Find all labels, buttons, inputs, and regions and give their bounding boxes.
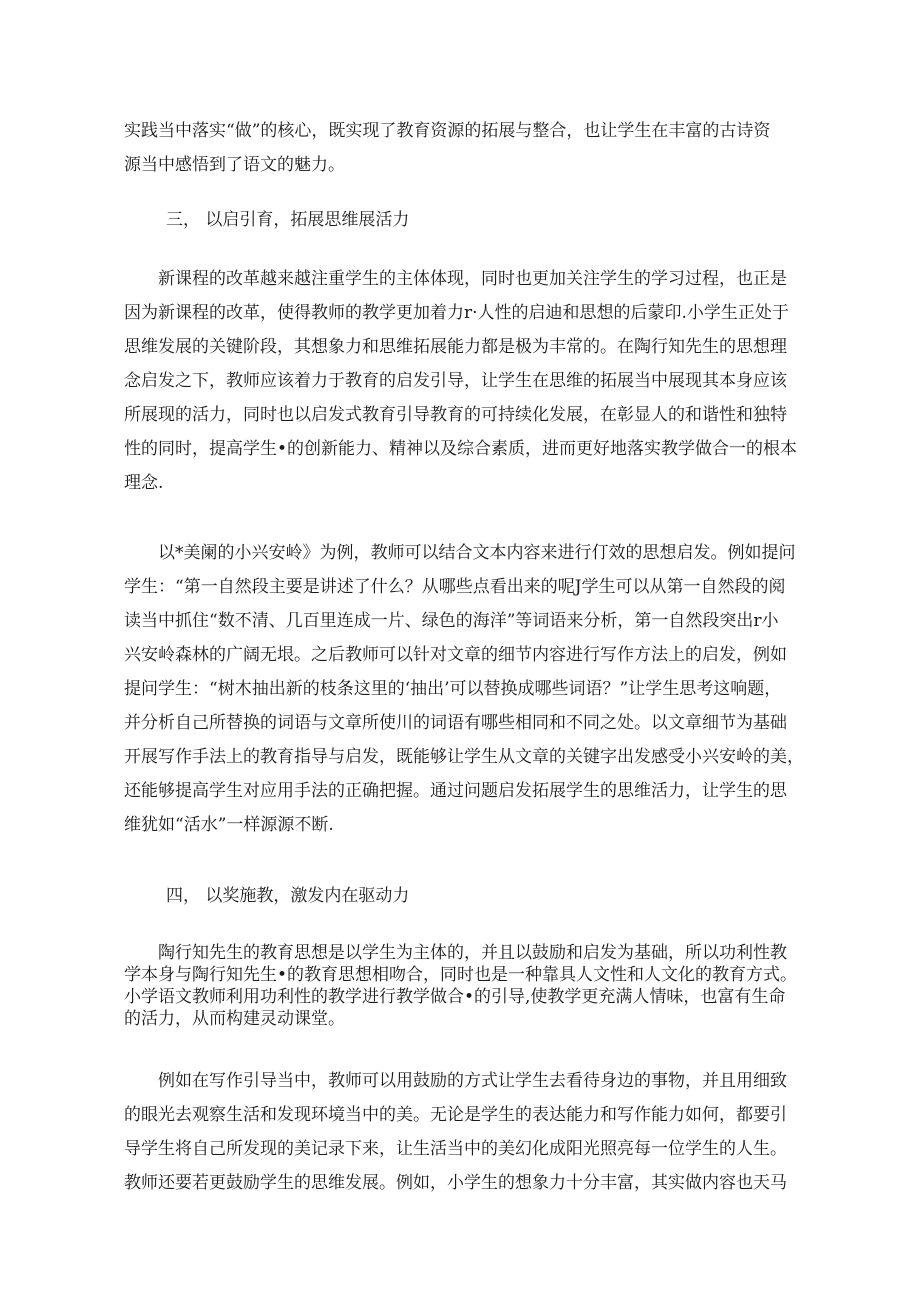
text-line: 因为新课程的改革，使得教师的教学更加着力r·人性的启迪和思想的后蒙印.小学生正处于	[124, 303, 789, 323]
paragraph-example-xiaoxinganling	[124, 536, 804, 842]
text-line: 教师还要若更鼓励学生的思维发展。例如，小学生的想象力十分丰富，其实做内容也天马	[124, 1173, 787, 1193]
text-line: 的活力，从而构建灵动课堂。	[124, 1009, 345, 1029]
paragraph-continuation	[124, 114, 800, 182]
text-line: 新课程的改革越来越注重学生的主体体现，同时也更加关注学生的学习过程，也正是	[124, 269, 787, 289]
text-line: 小学语文教师利用功利性的教学进行教学做合•的引导,使教学更充满人情味，也富有生命	[124, 987, 786, 1007]
text-line: 学本身与陶行知先生•的教育思想相吻合，同时也是一种靠具人文性和人文化的教育方式。	[124, 965, 798, 985]
text-line: 陶行知先生的教育思想是以学生为主体的，并且以鼓励和启发为基础，所以功利性教	[124, 943, 787, 963]
text-line: 源当中感悟到了语文的魅力。	[124, 155, 345, 175]
text-line: 学生：“第一自然段主要是讲述了什么？从哪些点看出来的呢J学生可以从第一自然段的阅	[124, 577, 786, 597]
text-line: 思维发展的关键阶段，其想象力和思维拓展能力都是极为丰常的。在陶行知先生的思想理	[124, 337, 787, 357]
text-line: 还能够提高学生对应用手法的正确把握。通过问题启发拓展学生的思维活力，让学生的思	[124, 781, 787, 801]
text-line: 提问学生：“树木抽出新的枝条这里的‘抽出’可以替换成哪些词语？”让学生思考这响题，	[124, 679, 782, 699]
text-line: 念启发之下，教师应该着力于教育的启发引导，让学生在思维的拓展当中展现其本身应该	[124, 371, 787, 391]
text-line: 读当中抓住“数不清、几百里连成一片、绿色的海洋”等词语来分析，第一自然段突出r小	[124, 611, 779, 631]
text-line: 维犹如“活水”一样源源不断.	[124, 815, 334, 835]
section-heading-text: 四， 以奖施教，激发内在驱动力	[166, 886, 410, 906]
text-line: 实践当中落实“做”的核心，既实现了教育资源的拓展与整合，也让学生在丰富的古诗资	[124, 121, 771, 141]
text-line: 性的同时，提高学生•的创新能力、精神以及综合素质，进而更好地落实教学做合一的根本	[124, 439, 798, 459]
section-heading-3	[124, 203, 800, 237]
paragraph-writing-guidance	[124, 1064, 800, 1200]
text-line: 的眼光去观察生活和发现环境当中的美。无论是学生的表达能力和写作能力如何，都要引	[124, 1105, 787, 1125]
text-line: 并分析自己所替换的词语与文章所使川的词语有哪些相同和不同之处。以文章细节为基础	[124, 713, 787, 733]
paragraph-tao-xingzhi	[124, 942, 800, 1030]
section-heading-4	[124, 879, 800, 913]
text-line: 例如在写作引导当中，教师可以用鼓励的方式让学生去看待身边的事物，并且用细致	[124, 1071, 787, 1091]
text-line: 导学生将自己所发现的美记录下来，让生活当中的美幻化成阳光照亮每一位学生的人生。	[124, 1139, 787, 1159]
text-line: 以*美阑的小兴安岭》为例，教师可以结合文本内容来进行仃效的思想启发。例如提问	[124, 543, 796, 563]
text-line: 开展写作手法上的教育指导与启发，既能够让学生从文章的关键字出发感受小兴安岭的美，	[124, 747, 804, 767]
section-heading-text: 三， 以启引育，拓展思维展活力	[166, 210, 410, 230]
paragraph-new-curriculum	[124, 262, 800, 500]
text-line: 所展现的活力，同时也以启发式教育引导教育的可持续化发展，在彰显人的和谐性和独特	[124, 405, 787, 425]
text-line: 理念.	[124, 473, 164, 493]
text-line: 兴安岭森林的广阔无垠。之后教师可以针对文章的细节内容进行写作方法上的启发，例如	[124, 645, 787, 665]
